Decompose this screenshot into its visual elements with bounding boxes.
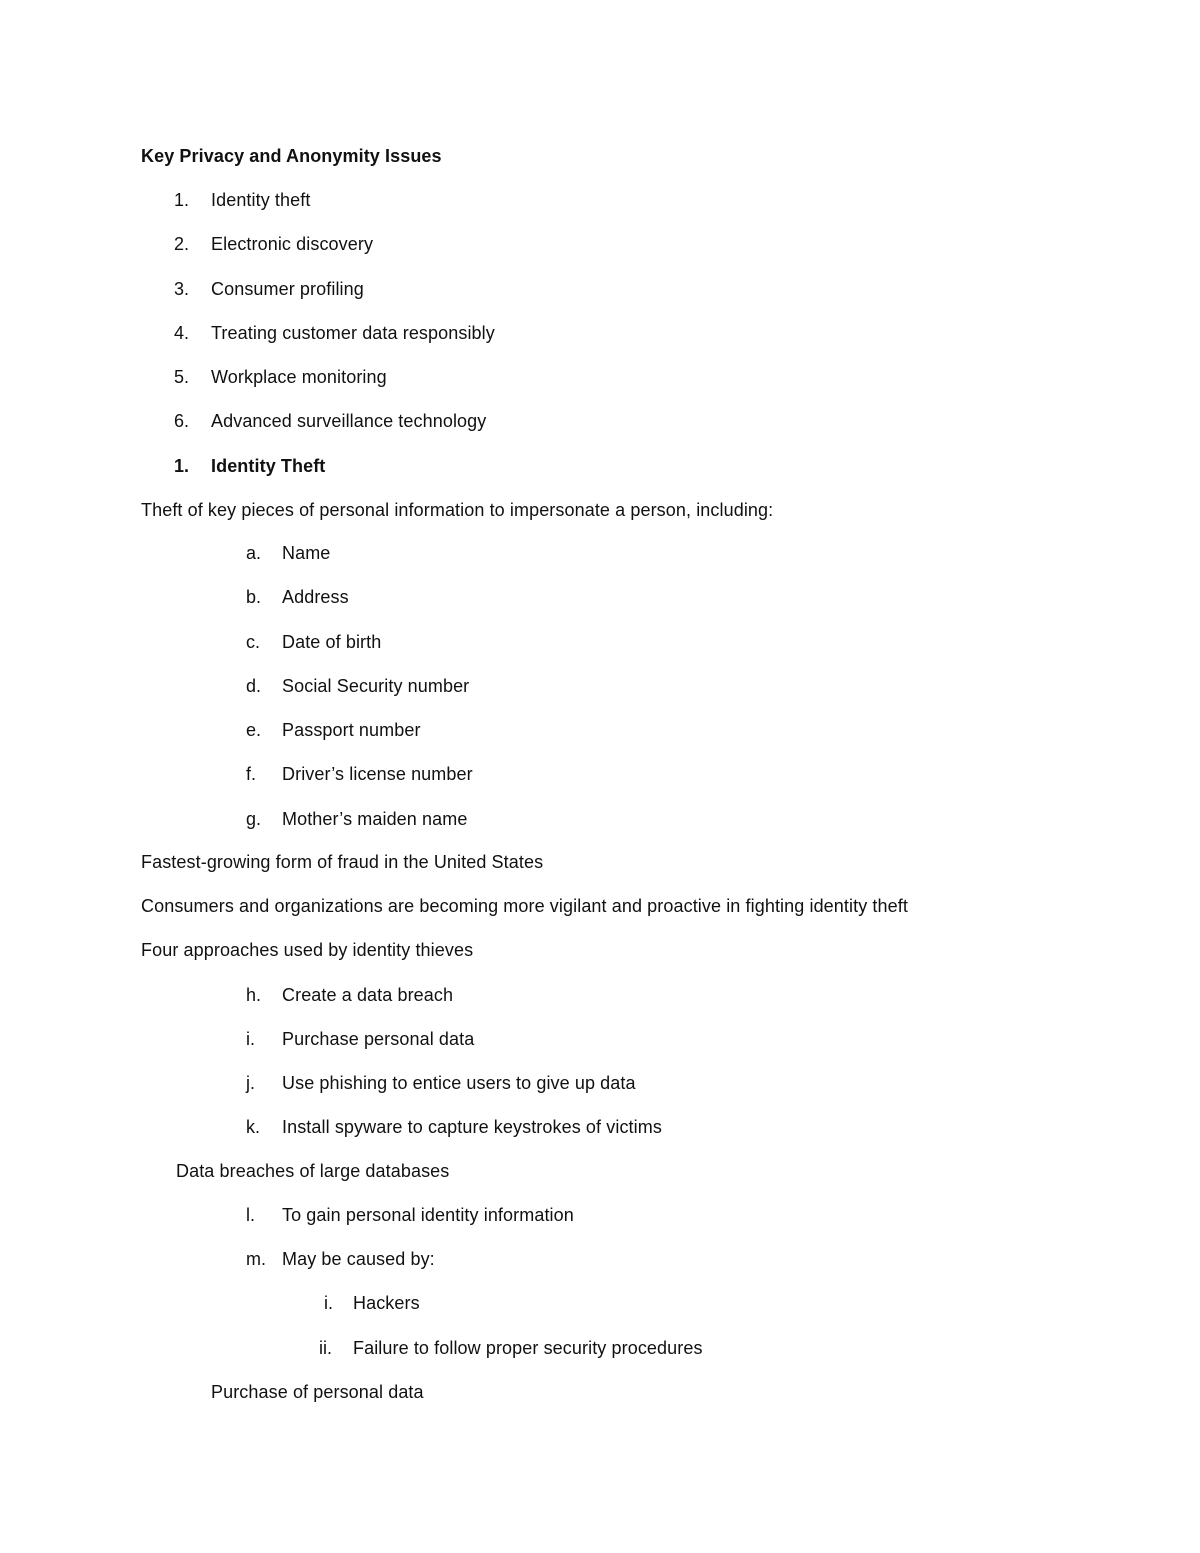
list-marker: 3. <box>174 279 190 299</box>
list-item-text: To gain personal identity information <box>282 1205 574 1225</box>
list-marker: i. <box>246 1029 255 1049</box>
list-item-text: Mother’s maiden name <box>282 809 468 829</box>
list-item-text: Advanced surveillance technology <box>211 411 487 431</box>
list-marker: 1. <box>174 190 190 210</box>
list-marker: b. <box>246 587 262 607</box>
list-marker: 5. <box>174 367 190 387</box>
list-marker: j. <box>246 1073 255 1093</box>
list-marker: e. <box>246 720 262 740</box>
list-item-text: Use phishing to entice users to give up data <box>282 1073 636 1093</box>
list-item-text: Identity theft <box>211 190 311 210</box>
purchase-heading: Purchase of personal data <box>211 1382 424 1402</box>
section-title: Identity Theft <box>211 456 326 476</box>
list-marker: i. <box>324 1293 333 1313</box>
list-marker: a. <box>246 543 262 563</box>
list-item-text: Passport number <box>282 720 421 740</box>
list-item-text: Treating customer data responsibly <box>211 323 495 343</box>
list-item-text: Date of birth <box>282 632 382 652</box>
list-marker: d. <box>246 676 262 696</box>
section-marker: 1. <box>174 456 190 476</box>
list-item-text: Create a data breach <box>282 985 454 1005</box>
list-item-text: Failure to follow proper security procedures <box>353 1338 703 1358</box>
paragraph-consumers: Consumers and organizations are becoming more vigilant and proactive in fighting identity theft <box>141 896 908 916</box>
list-item-text: Hackers <box>353 1293 420 1313</box>
list-item-text: Electronic discovery <box>211 234 374 254</box>
list-item-text: Install spyware to capture keystrokes of victims <box>282 1117 662 1137</box>
list-item-text: Purchase personal data <box>282 1029 475 1049</box>
list-marker: g. <box>246 809 262 829</box>
list-item-text: Workplace monitoring <box>211 367 387 387</box>
list-marker: f. <box>246 764 257 784</box>
list-marker: 2. <box>174 234 190 254</box>
list-item-text: Consumer profiling <box>211 279 364 299</box>
paragraph-fastest-growing: Fastest-growing form of fraud in the United States <box>141 852 544 872</box>
list-marker: h. <box>246 985 262 1005</box>
document-title: Key Privacy and Anonymity Issues <box>141 146 442 166</box>
list-marker: c. <box>246 632 261 652</box>
list-item-text: Driver’s license number <box>282 764 473 784</box>
paragraph-four-approaches: Four approaches used by identity thieves <box>141 940 474 960</box>
list-item-text: May be caused by: <box>282 1249 435 1269</box>
list-marker: 6. <box>174 411 190 431</box>
list-marker: k. <box>246 1117 261 1137</box>
list-marker: ii. <box>319 1338 332 1358</box>
list-item-text: Social Security number <box>282 676 470 696</box>
list-marker: m. <box>246 1249 266 1269</box>
list-item-text: Address <box>282 587 349 607</box>
list-marker: 4. <box>174 323 190 343</box>
data-breaches-heading: Data breaches of large databases <box>176 1161 450 1181</box>
list-marker: l. <box>246 1205 255 1225</box>
list-item-text: Name <box>282 543 331 563</box>
paragraph-intro: Theft of key pieces of personal information to impersonate a person, including: <box>141 500 774 520</box>
